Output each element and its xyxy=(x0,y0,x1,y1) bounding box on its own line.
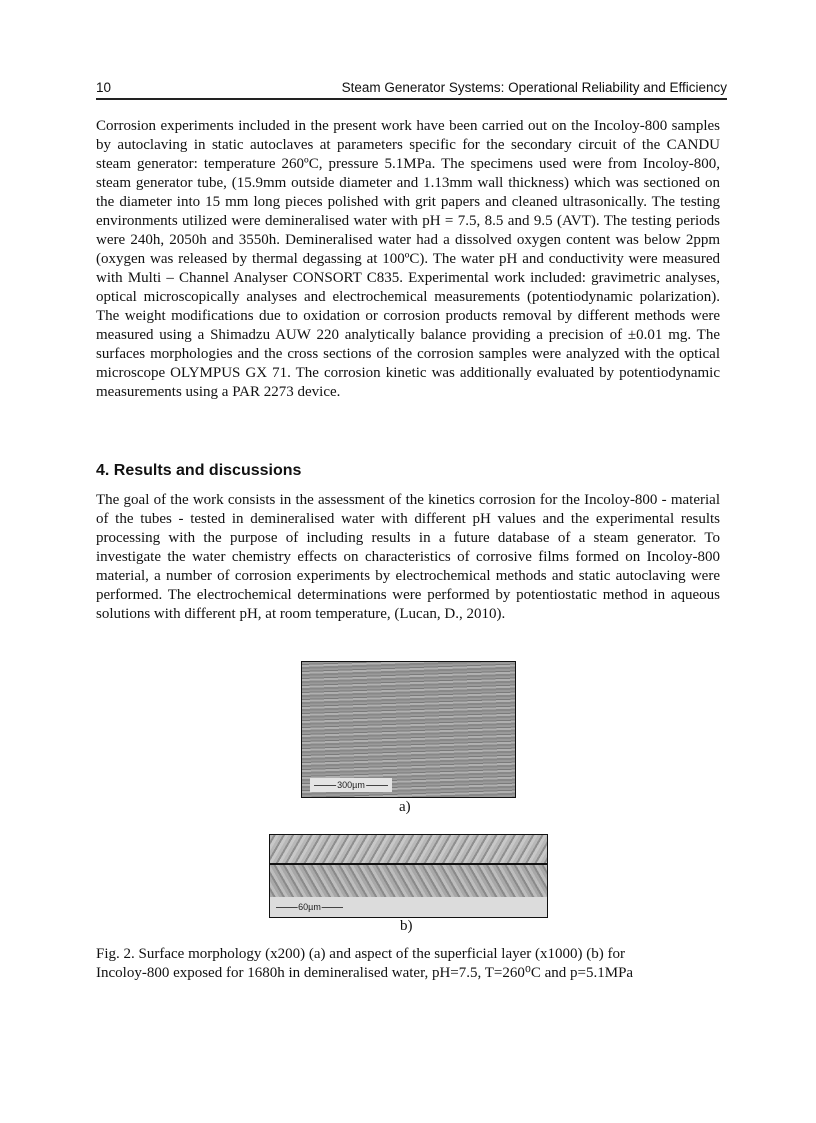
scale-bar xyxy=(310,778,392,792)
micrograph-surface-morphology xyxy=(301,661,516,798)
page-number: 10 xyxy=(96,80,112,95)
scale-bar xyxy=(272,901,347,913)
section-heading: 4. Results and discussions xyxy=(96,462,302,479)
running-title: Steam Generator Systems: Operational Reliability and Efficiency xyxy=(341,80,727,95)
figure-label-a: a) xyxy=(399,799,411,815)
page-header xyxy=(96,80,727,100)
body-paragraph: The goal of the work consists in the assessment of the kinetics corrosion for the Incoloy-800 - material of the tubes - tested in demineralised water with different pH values and the experimental results processing with the purpose of including results in a future database of a steam generator. To investigate the water chemistry effects on characteristics of corrosive films formed on Incoloy-800 material, a number of corrosion experiments by electrochemical methods and static autoclaving were performed. The electrochemical determinations were performed by potentiostatic method in aqueous solutions with different pH, at room temperature, (Lucan, D., 2010). xyxy=(96,492,720,622)
figure-caption xyxy=(96,945,726,983)
body-paragraph: Corrosion experiments included in the present work have been carried out on the Incoloy-800 samples by autoclaving in static autoclaves at parameters specific for the secondary circuit of the CANDU steam generator: temperature 260ºC, pressure 5.1MPa. The specimens used were from Incoloy-800, steam generator tube, (15.9mm outside diameter and 1.13mm wall thickness) which was sectioned on the diameter into 15 mm long pieces polished with grit papers and cleaned ultrasonically. The testing environments utilized were demineralised water with pH = 7.5, 8.5 and 9.5 (AVT). The testing periods were 240h, 2050h and 3550h. Demineralised water had a dissolved oxygen content was below 2ppm (oxygen was released by thermal degassing at 100ºC). The water pH and conductivity were measured with Multi – Channel Analyser CONSORT C835. Experimental work included: gravimetric analyses, optical microscopically analyses and electrochemical measurements (potentiodynamic polarization). The weight modifications due to oxidation or corrosion products removal by different methods were measured using a Shimadzu AUW 220 analytically balance providing a precision of ±0.01 mg. The surfaces morphologies and the cross sections of the corrosion samples were analyzed with the optical microscope OLYMPUS GX 71. The corrosion kinetic was additionally evaluated by potentiodynamic measurements using a PAR 2273 device. xyxy=(96,118,720,400)
micrograph-superficial-layer xyxy=(269,834,548,918)
caption-line: Fig. 2. Surface morphology (x200) (a) and aspect of the superficial layer (x1000) (b) for xyxy=(96,946,625,962)
scale-label: 60µm xyxy=(298,902,321,912)
scale-label: 300µm xyxy=(337,780,365,790)
caption-line: Incoloy-800 exposed for 1680h in demineralised water, pH=7.5, T=260⁰C and p=5.1MPa xyxy=(96,965,634,981)
figure-label-b: b) xyxy=(400,918,413,934)
